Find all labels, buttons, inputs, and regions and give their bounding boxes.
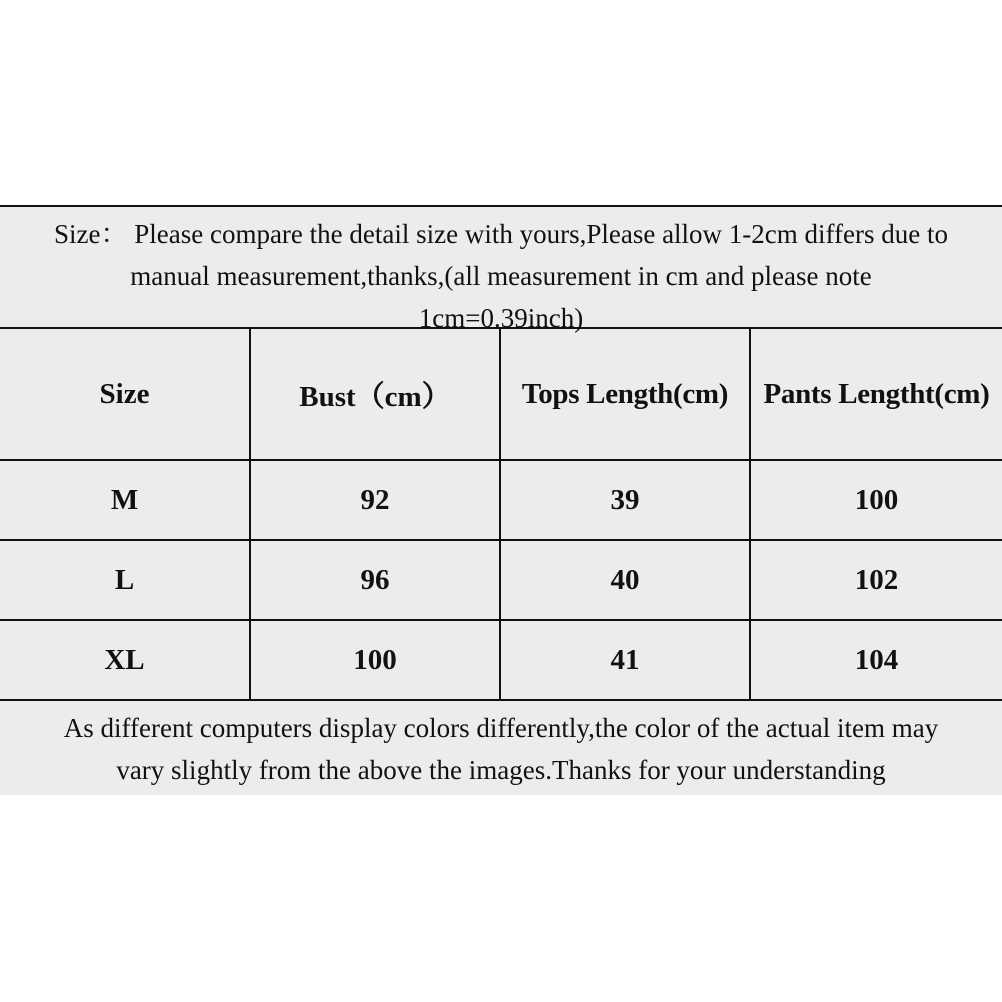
cell-pants-length: 102 bbox=[750, 540, 1002, 620]
footer-line-2: vary slightly from the above the images.Thanks for your understanding bbox=[116, 755, 886, 785]
cell-pants-length: 104 bbox=[750, 620, 1002, 700]
intro-line-2: manual measurement,thanks,(all measurement in cm and please note bbox=[130, 261, 872, 291]
cell-tops-length: 40 bbox=[500, 540, 750, 620]
size-chart bbox=[0, 205, 1002, 795]
header-bust: Bust（cm） bbox=[250, 329, 500, 460]
intro-line-1: Size： Please compare the detail size with yours,Please allow 1-2cm differs due to bbox=[54, 219, 948, 249]
color-disclaimer bbox=[0, 703, 1002, 797]
table-row bbox=[0, 540, 1002, 620]
table-row bbox=[0, 620, 1002, 700]
header-size: Size bbox=[0, 329, 250, 460]
size-intro-note bbox=[0, 207, 1002, 333]
header-tops-length: Tops Length(cm) bbox=[500, 329, 750, 460]
header-pants-length: Pants Lengtht(cm) bbox=[750, 329, 1002, 460]
cell-bust: 92 bbox=[250, 460, 500, 540]
cell-bust: 100 bbox=[250, 620, 500, 700]
cell-pants-length: 100 bbox=[750, 460, 1002, 540]
intro-line-3: 1cm=0.39inch) bbox=[418, 303, 584, 333]
cell-size: L bbox=[0, 540, 250, 620]
table-row bbox=[0, 460, 1002, 540]
cell-tops-length: 39 bbox=[500, 460, 750, 540]
cell-bust: 96 bbox=[250, 540, 500, 620]
cell-size: M bbox=[0, 460, 250, 540]
footer-line-1: As different computers display colors differently,the color of the actual item may bbox=[63, 713, 939, 743]
cell-size: XL bbox=[0, 620, 250, 700]
table-header-row bbox=[0, 329, 1002, 460]
size-table bbox=[0, 329, 1002, 701]
cell-tops-length: 41 bbox=[500, 620, 750, 700]
